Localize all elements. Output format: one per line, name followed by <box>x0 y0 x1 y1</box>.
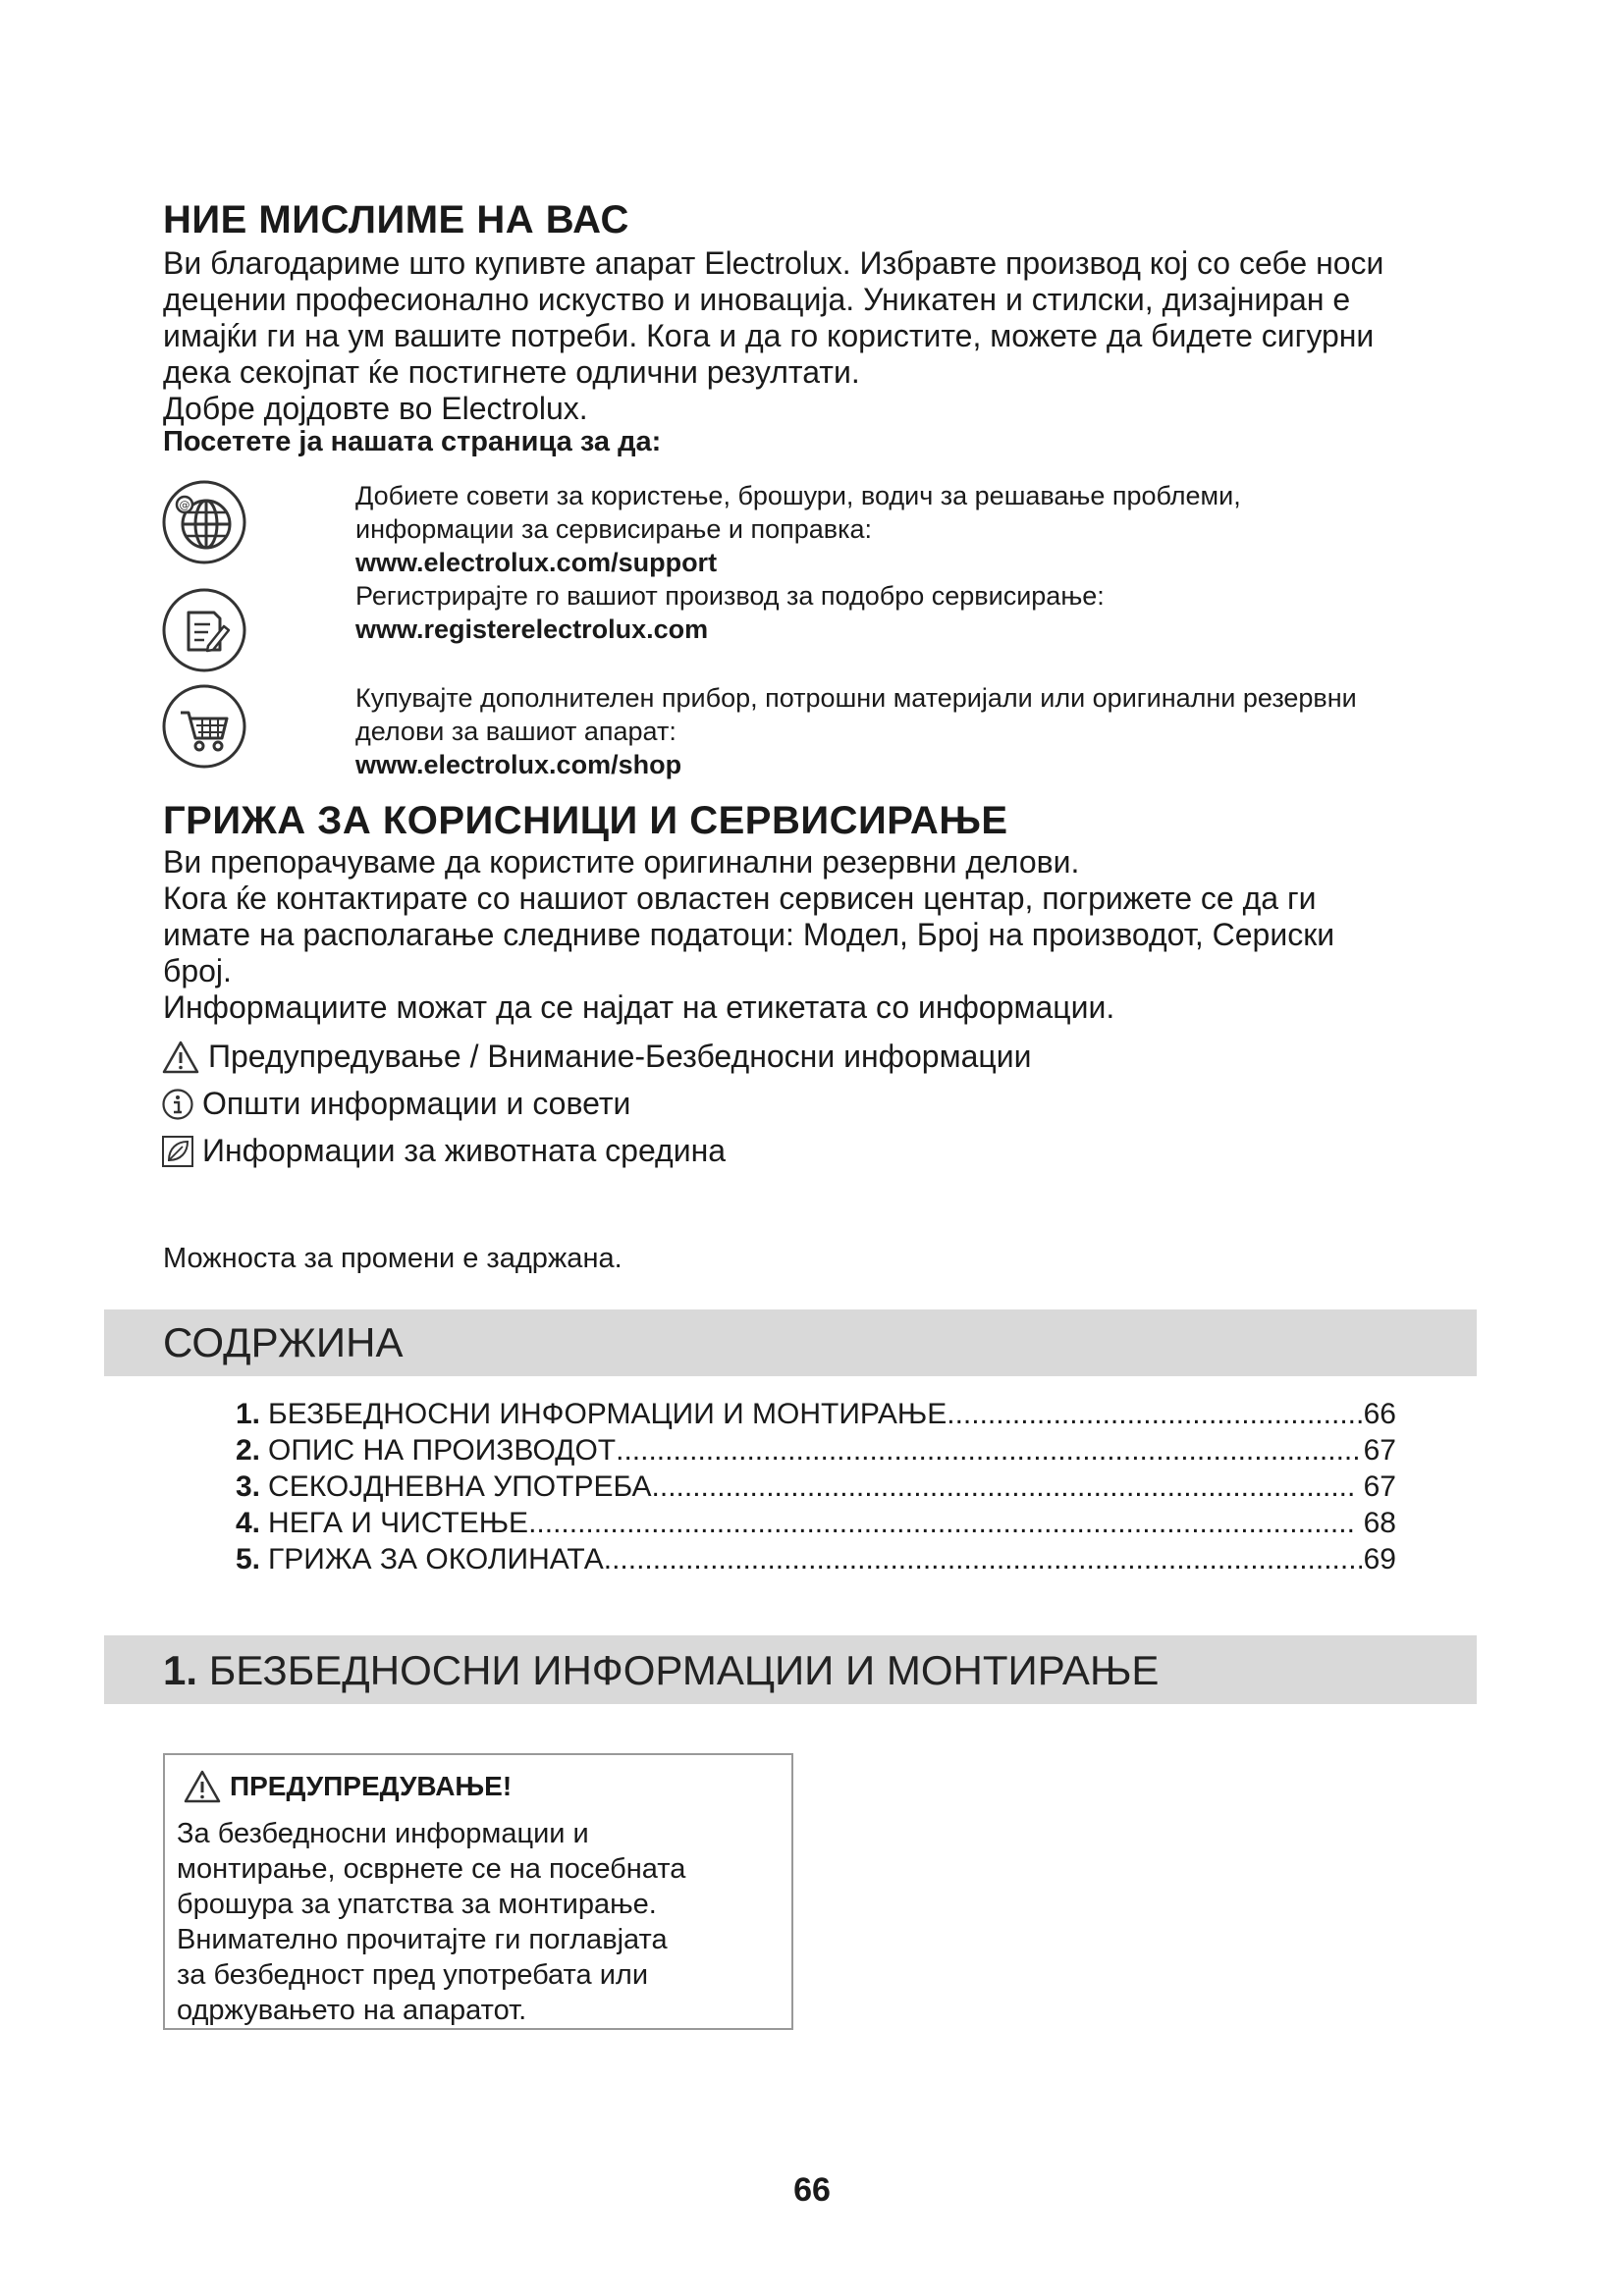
register-icon <box>161 587 247 673</box>
warning-box <box>163 1753 793 2030</box>
toc-entry-page: 69 <box>1363 1543 1396 1575</box>
warning-title <box>183 1769 512 1804</box>
section1-number: 1. <box>163 1647 198 1693</box>
toc-entry-page: 68 <box>1355 1507 1396 1539</box>
toc-entry-label: ОПИС НА ПРОИЗВОДОТ <box>268 1434 617 1467</box>
toc-entry-number: 5. <box>236 1543 261 1575</box>
toc-entry-page: 66 <box>1363 1398 1396 1430</box>
care-line: број. <box>163 953 232 988</box>
info-circle-icon <box>161 1088 194 1121</box>
contents-title: СОДРЖИНА <box>163 1319 404 1365</box>
globe-icon <box>161 479 247 565</box>
page-number: 66 <box>793 2171 831 2209</box>
changes-reserved-note: Можноста за промени е задржана. <box>163 1243 623 1274</box>
shop-desc-line: Купувајте дополнителен прибор, потрошни материјали или оригинални резервни <box>355 683 1357 713</box>
toc-entry-number: 4. <box>236 1507 261 1539</box>
toc-entry[interactable] <box>236 1505 1396 1541</box>
toc-entry[interactable] <box>236 1432 1396 1468</box>
intro-line: дека секојпат ќе постигнете одлични резултати. <box>163 354 860 390</box>
toc-entry[interactable] <box>236 1468 1396 1505</box>
legend-environment <box>161 1133 726 1169</box>
warning-triangle-icon <box>161 1040 200 1075</box>
shop-desc-line: делови за вашиот апарат: <box>355 717 677 746</box>
legend-environment-text: Информации за животната средина <box>202 1133 727 1168</box>
support-link[interactable]: www.electrolux.com/support <box>355 548 718 577</box>
warning-line: одржувањето на апаратот. <box>177 1995 527 2026</box>
register-item <box>355 579 1105 646</box>
support-desc-line: информации за сервисирање и поправка: <box>355 514 873 544</box>
care-paragraph <box>163 844 1334 1026</box>
toc-entry[interactable] <box>236 1541 1396 1577</box>
warning-line: монтирање, осврнете се на посебната <box>177 1853 686 1885</box>
svg-text:@: @ <box>179 499 190 511</box>
toc-entry-number: 3. <box>236 1470 261 1503</box>
toc-entry[interactable] <box>236 1396 1396 1432</box>
shop-item <box>355 681 1357 781</box>
warning-line: брошура за упатства за монтирање. <box>177 1889 657 1920</box>
heading-customer-care: ГРИЖА ЗА КОРИСНИЦИ И СЕРВИСИРАЊЕ <box>163 799 1008 842</box>
warning-body <box>177 1816 685 2028</box>
warning-title-text: ПРЕДУПРЕДУВАЊЕ! <box>230 1771 513 1801</box>
toc-entry-label: БЕЗБЕДНОСНИ ИНФОРМАЦИИ И МОНТИРАЊЕ <box>268 1398 947 1430</box>
toc-entry-page: 67 <box>1363 1434 1396 1467</box>
heading-thinking-of-you: НИЕ МИСЛИМЕ НА ВАС <box>163 198 629 241</box>
legend-warning-text: Предупредување / Внимание-Безбедносни информации <box>208 1039 1032 1074</box>
legend-warning <box>161 1039 1031 1075</box>
toc-entry-page: 67 <box>1355 1470 1396 1503</box>
care-line: Кога ќе контактирате со нашиот овластен сервисен центар, погрижете се да ги <box>163 881 1317 916</box>
intro-line: Ви благодариме што купивте апарат Electrolux. Избравте производ кој со себе носи <box>163 245 1384 281</box>
shop-link[interactable]: www.electrolux.com/shop <box>355 750 682 779</box>
visit-label: Посетете ја нашата страница за да: <box>163 426 662 457</box>
register-desc-line: Регистрирајте го вашиот производ за подобро сервисирање: <box>355 581 1105 611</box>
care-line: Информациите можат да се најдат на етикетата со информации. <box>163 989 1115 1025</box>
intro-line: имајќи ги на ум вашите потреби. Кога и да го користите, можете да бидете сигурни <box>163 318 1375 353</box>
toc-leader <box>528 1505 1353 1541</box>
care-line: имате на располагање следниве податоци: Модел, Број на производот, Сериски <box>163 917 1335 952</box>
warning-triangle-icon <box>183 1769 222 1804</box>
toc-entry-label: СЕКОЈДНЕВНА УПОТРЕБА <box>268 1470 652 1503</box>
intro-line: децении професионално искуство и иновација. Уникатен и стилски, дизајниран е <box>163 282 1351 317</box>
toc-leader <box>604 1541 1362 1577</box>
toc-leader <box>616 1432 1362 1468</box>
warning-line: Внимателно прочитајте ги поглавјата <box>177 1924 668 1955</box>
register-link[interactable]: www.registerelectrolux.com <box>355 614 709 644</box>
support-item <box>355 479 1241 579</box>
legend-info-text: Општи информации и совети <box>202 1086 631 1121</box>
toc-entry-label: ГРИЖА ЗА ОКОЛИНАТА <box>268 1543 604 1575</box>
toc-entry-label: НЕГА И ЧИСТЕЊЕ <box>268 1507 529 1539</box>
toc-leader <box>947 1396 1361 1432</box>
toc-entry-number: 1. <box>236 1398 261 1430</box>
toc-leader <box>652 1468 1354 1505</box>
table-of-contents <box>236 1396 1396 1577</box>
leaf-icon <box>161 1135 194 1168</box>
toc-entry-number: 2. <box>236 1434 261 1467</box>
warning-line: за безбедност пред употребата или <box>177 1959 649 1991</box>
warning-line: За безбедносни информации и <box>177 1818 589 1849</box>
section1-title-text: БЕЗБЕДНОСНИ ИНФОРМАЦИИ И МОНТИРАЊЕ <box>208 1647 1160 1693</box>
shopping-cart-icon <box>161 683 247 770</box>
intro-paragraph <box>163 245 1479 427</box>
legend-info <box>161 1086 630 1122</box>
section1-title <box>163 1647 1159 1694</box>
intro-line: Добре дојдовте во Electrolux. <box>163 391 588 426</box>
care-line: Ви препорачуваме да користите оригинални резервни делови. <box>163 844 1080 880</box>
support-desc-line: Добиете совети за користење, брошури, водич за решавање проблеми, <box>355 481 1241 510</box>
